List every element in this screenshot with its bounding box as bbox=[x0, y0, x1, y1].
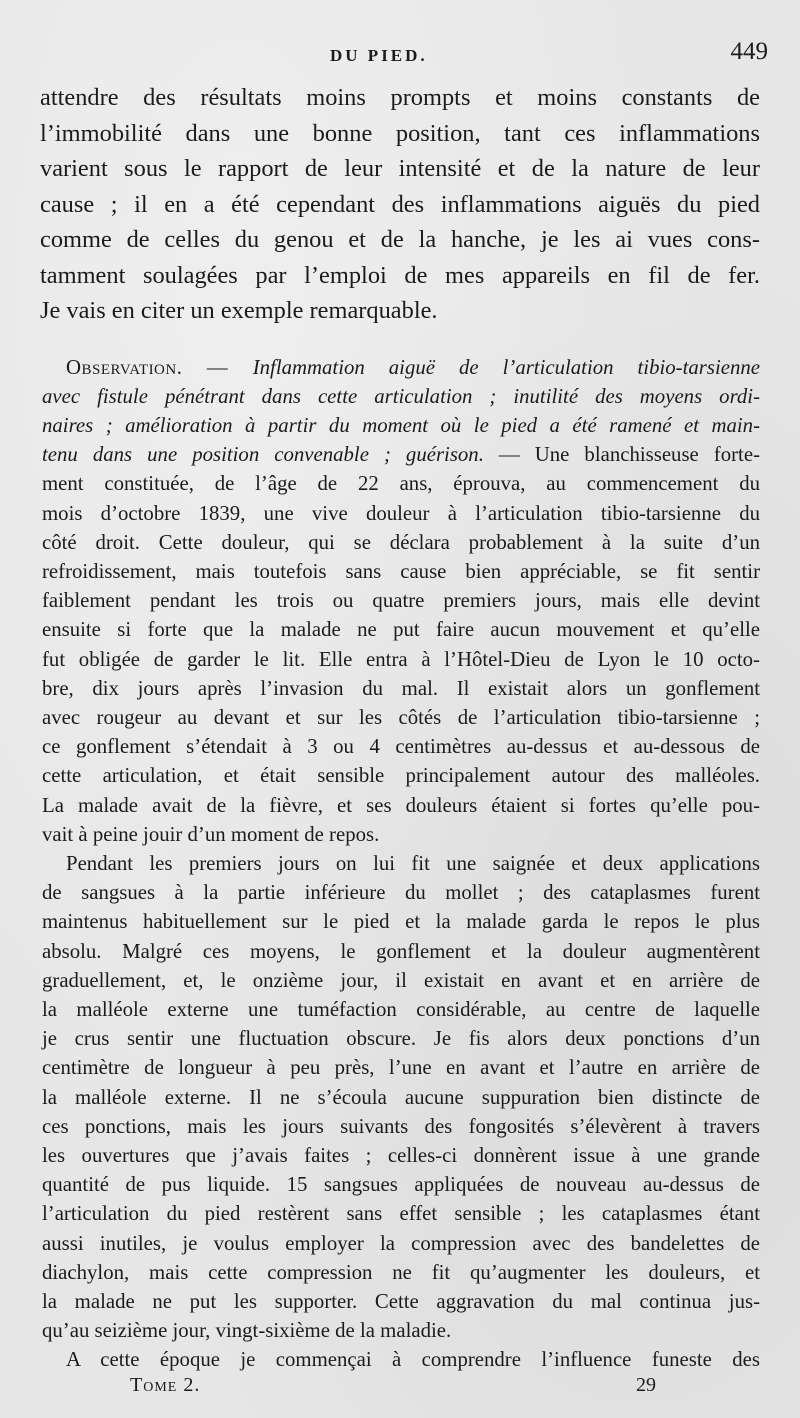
intro-line: tamment soulagées par l’emploi de mes appareils en fil de fer. bbox=[40, 261, 760, 289]
intro-line: Je vais en citer un exemple remarquable. bbox=[40, 297, 438, 324]
running-head bbox=[0, 38, 800, 72]
paragraph-line: fut obligée de garder le lit. Elle entra à l’Hôtel-Dieu de Lyon le 10 octo- bbox=[42, 647, 760, 671]
paragraph-line: ensuite si forte que la malade ne put faire aucun mouvement et qu’elle bbox=[42, 618, 760, 642]
paragraph-line: qu’au seizième jour, vingt-sixième de la maladie. bbox=[42, 1319, 452, 1343]
observation-title-line: tenu dans une position convenable ; guérison. bbox=[42, 443, 484, 467]
paragraph-line: absolu. Malgré ces moyens, le gonflement et la douleur augmentèrent bbox=[42, 939, 760, 963]
observation-title-line: naires ; amélioration à partir du moment où le pied a été ramené et main- bbox=[42, 413, 760, 437]
observation-label: Observation. — bbox=[66, 355, 253, 379]
intro-paragraph bbox=[40, 80, 760, 329]
paragraph-line: faiblement pendant les trois ou quatre premiers jours, mais elle devint bbox=[42, 589, 760, 613]
paragraph-line: mois d’octobre 1839, une vive douleur à l’articulation tibio-tarsienne du bbox=[42, 501, 760, 525]
paragraph-line: vait à peine jouir d’un moment de repos. bbox=[42, 822, 380, 846]
paragraph-line: côté droit. Cette douleur, qui se déclara probablement à la suite d’un bbox=[42, 530, 760, 554]
paragraph-line: aussi inutiles, je voulus employer la compression avec des bandelettes de bbox=[42, 1231, 760, 1255]
paragraph-line: ment constituée, de l’âge de 22 ans, éprouva, au commencement du bbox=[42, 472, 760, 496]
paragraph-line: la malade ne put les supporter. Cette aggravation du mal continua jus- bbox=[42, 1290, 760, 1313]
paragraph-line: maintenus habituellement sur le pied et la malade garda le repos le plus bbox=[42, 910, 760, 934]
paragraph-line: ces ponctions, mais les jours suivants des fongosités s’élevèrent à travers bbox=[42, 1114, 760, 1138]
paragraph-line: quantité de pus liquide. 15 sangsues appliquées de nouveau au-dessus de bbox=[42, 1173, 760, 1197]
volume-marker: Tome 2. bbox=[130, 1374, 201, 1396]
paragraph-line: diachylon, mais cette compression ne fit qu’augmenter les douleurs, et bbox=[42, 1260, 760, 1284]
paragraph-line-text: A cette époque je commençai à comprendre l’influence funeste des bbox=[66, 1348, 760, 1372]
paragraph-line-text: Pendant les premiers jours on lui fit une saignée et deux applications bbox=[66, 851, 760, 875]
paragraph-first-line bbox=[42, 849, 760, 878]
observation-title-line: Inflammation aiguë de l’articulation tibio-tarsienne bbox=[252, 355, 760, 379]
paragraph-line: avec rougeur au devant et sur les côtés de l’articulation tibio-tarsienne ; bbox=[42, 705, 760, 729]
page-footer bbox=[0, 1374, 800, 1404]
paragraph-line: refroidissement, mais toutefois sans cause bien appréciable, se fit sentir bbox=[42, 559, 760, 583]
intro-line: varient sous le rapport de leur intensité et de la nature de leur bbox=[40, 155, 760, 182]
paragraph-line: ce gonflement s’étendait à 3 ou 4 centimètres au-dessus et au-dessous de bbox=[42, 735, 760, 759]
body-text bbox=[40, 80, 760, 1375]
observation-section bbox=[40, 353, 760, 1375]
paragraph-line: cette articulation, et était sensible principalement autour des malléoles. bbox=[42, 764, 760, 788]
intro-line: l’immobilité dans une bonne position, tant ces inflammations bbox=[40, 119, 760, 147]
running-title: DU PIED. bbox=[330, 46, 428, 65]
observation-title-line: avec fistule pénétrant dans cette articulation ; inutilité des moyens ordi- bbox=[42, 384, 760, 408]
paragraph-first-line bbox=[42, 1345, 760, 1374]
paragraph-line: la malléole externe. Il ne s’écoula aucune suppuration bien distincte de bbox=[42, 1085, 760, 1109]
observation-heading-line bbox=[42, 353, 760, 382]
paragraph-line: les ouvertures que j’avais faites ; celles-ci donnèrent issue à une grande bbox=[42, 1143, 760, 1167]
paragraph-line: graduellement, et, le onzième jour, il existait en avant et en arrière de bbox=[42, 968, 760, 992]
observation-title-tail: — Une blanchisseuse forte- bbox=[483, 443, 760, 467]
paragraph-line: de sangsues à la partie inférieure du mollet ; des cataplasmes furent bbox=[42, 881, 760, 905]
intro-line: cause ; il en a été cependant des inflammations aiguës du pied bbox=[40, 190, 760, 218]
paragraph-line: centimètre de longueur à peu près, l’une en avant et l’autre en arrière de bbox=[42, 1056, 760, 1080]
paragraph-line: l’articulation du pied restèrent sans effet sensible ; les cataplasmes étant bbox=[42, 1202, 760, 1226]
paragraph-line: bre, dix jours après l’invasion du mal. Il existait alors un gonflement bbox=[42, 676, 760, 700]
intro-line: attendre des résultats moins prompts et moins constants de bbox=[40, 84, 760, 111]
paragraph-line: la malléole externe une tuméfaction considérable, au centre de laquelle bbox=[42, 997, 760, 1021]
intro-line: comme de celles du genou et de la hanche, je les ai vues cons- bbox=[40, 226, 760, 253]
observation-title-end-line bbox=[42, 440, 760, 469]
paragraph-line: La malade avait de la fièvre, et ses douleurs étaient si fortes qu’elle pou- bbox=[42, 793, 760, 817]
page-number: 449 bbox=[730, 38, 768, 65]
paragraph-line: je crus sentir une fluctuation obscure. Je fis alors deux ponctions d’un bbox=[42, 1027, 760, 1051]
signature-mark: 29 bbox=[636, 1374, 656, 1396]
